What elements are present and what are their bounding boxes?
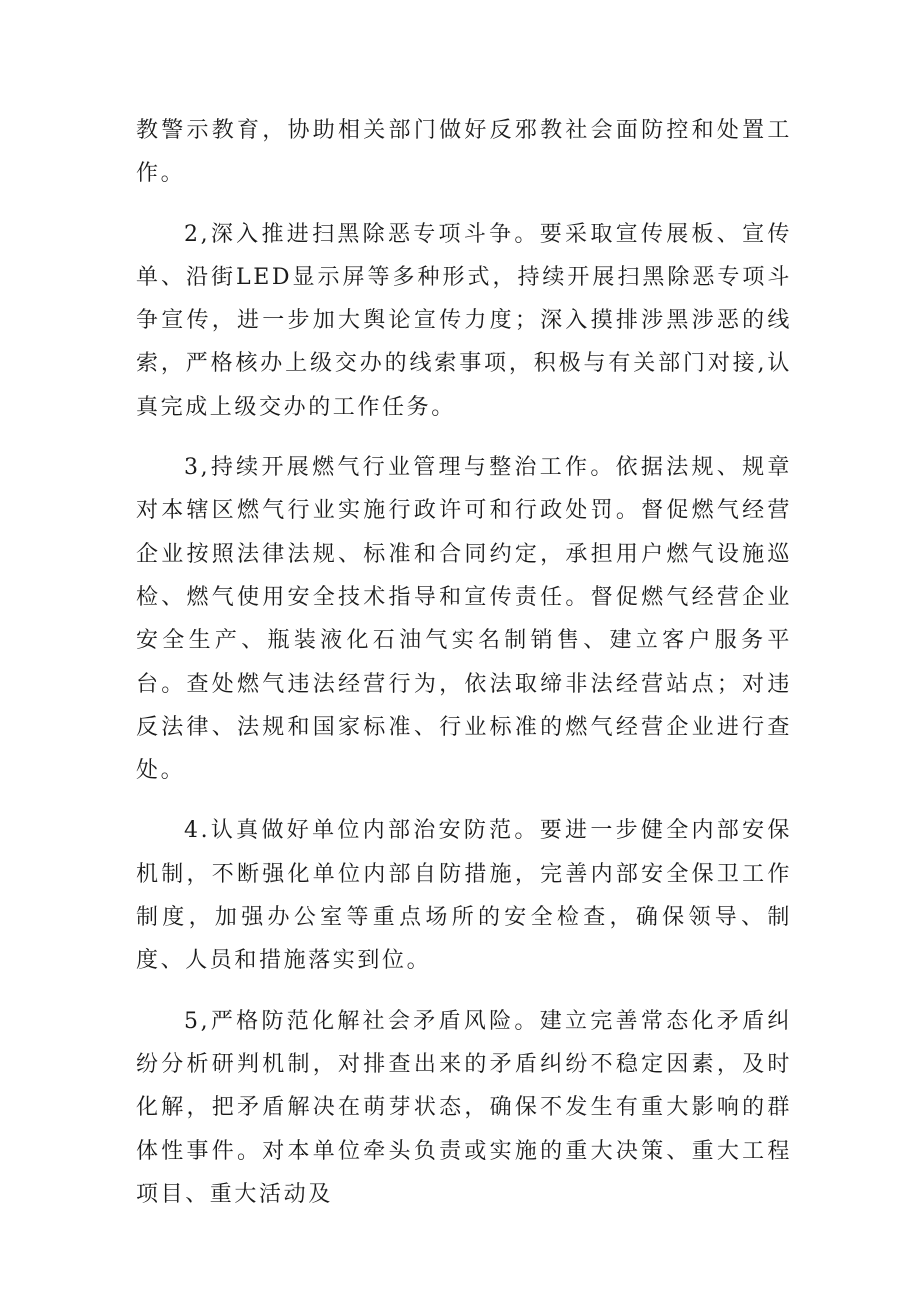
document-body <box>136 109 792 1216</box>
paragraph-spacer <box>136 196 792 213</box>
paragraph-item-4: 4.认真做好单位内部治安防范。要进一步健全内部安保机制，不断强化单位内部自防措施，完善内部安全保卫工作制度，加强办公室等重点场所的安全检查，确保领导、制度、人员和措施落实到位。 <box>136 818 792 974</box>
paragraph-spacer <box>136 983 792 1000</box>
paragraph-item-2: 2,深入推进扫黑除恶专项斗争。要采取宣传展板、宣传单、沿街LED显示屏等多种形式，持续开展扫黑除恶专项斗争宣传，进一步加大舆论宣传力度；深入摸排涉黑涉恶的线索，严格核办上级交办的线索事项，积极与有关部门对接,认真完成上级交办的工作任务。 <box>136 221 792 420</box>
paragraph-item-3: 3,持续开展燃气行业管理与整治工作。依据法规、规章对本辖区燃气行业实施行政许可和行政处罚。督促燃气经营企业按照法律法规、标准和合同约定，承担用户燃气设施巡检、燃气使用安全技术指导和宣传责任。督促燃气经营企业安全生产、瓶装液化石油气实名制销售、建立客户服务平台。查处燃气违法经营行为，依法取缔非法经营站点；对违反法律、法规和国家标准、行业标准的燃气经营企业进行查处。 <box>136 455 792 784</box>
paragraph-spacer <box>136 792 792 809</box>
paragraph-spacer <box>136 429 792 446</box>
paragraph-continuation: 教警示教育，协助相关部门做好反邪教社会面防控和处置工作。 <box>136 118 792 187</box>
paragraph-item-5: 5,严格防范化解社会矛盾风险。建立完善常态化矛盾纠纷分析研判机制，对排查出来的矛盾纠纷不稳定因素，及时化解，把矛盾解决在萌芽状态，确保不发生有重大影响的群体性事件。对本单位牵头负责或实施的重大决策、重大工程项目、重大活动及 <box>136 1008 792 1207</box>
